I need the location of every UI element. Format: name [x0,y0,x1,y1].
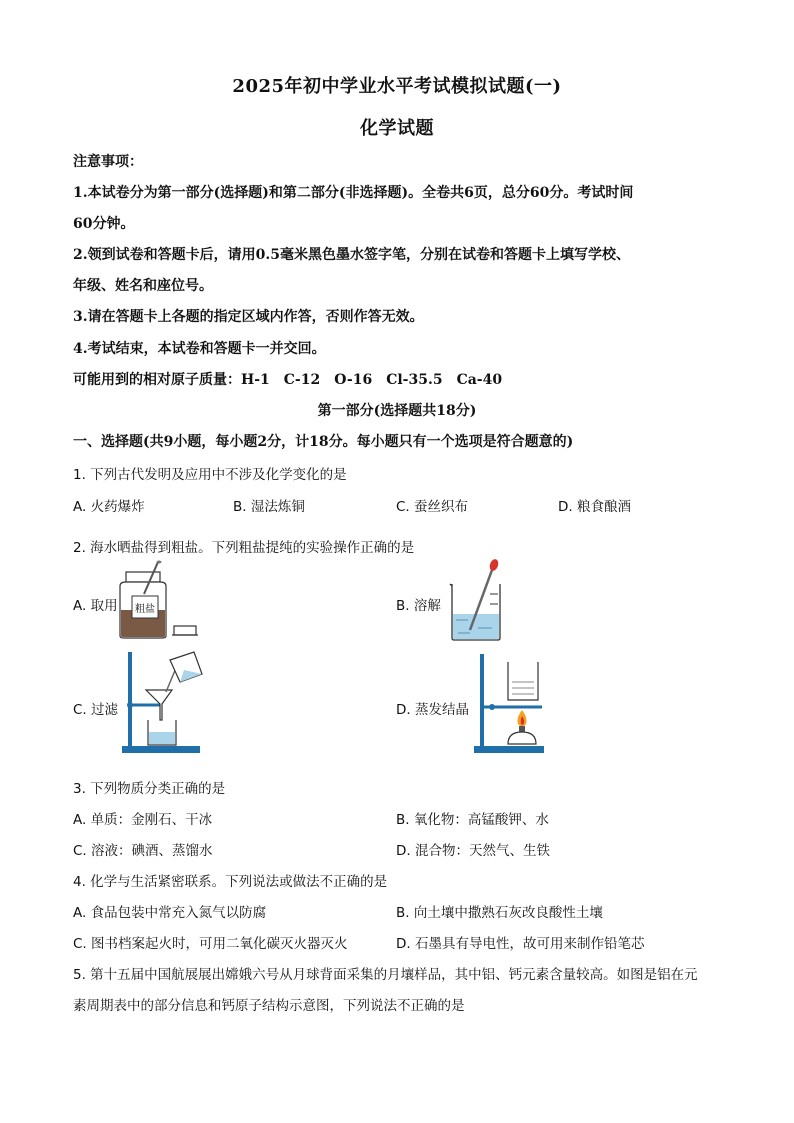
question-2-stem: 2. 海水晒盐得到粗盐。下列粗盐提纯的实验操作正确的是 [73,540,415,556]
note-4: 4.考试结束，本试卷和答题卡一并交回。 [73,341,326,357]
exam-title: 2025年初中学业水平考试模拟试题(一) [232,76,562,97]
question-3-option-b: B. 氧化物：高锰酸钾、水 [396,812,549,828]
section-heading: 一、选择题(共9小题，每小题2分，计18分。每小题只有一个选项是符合题意的) [73,434,574,450]
question-5-stem-line-2: 素周期表中的部分信息和钙原子结构示意图，下列说法不正确的是 [73,998,465,1014]
atomic-masses: 可能用到的相对原子质量：H-1 C-12 O-16 Cl-35.5 Ca-40 [73,372,503,388]
question-3-option-d: D. 混合物：天然气、生铁 [396,843,550,859]
question-2-option-b: B. 溶解 [396,598,441,614]
exam-subtitle: 化学试题 [360,118,434,139]
question-3-stem: 3. 下列物质分类正确的是 [73,781,226,797]
question-1-option-c: C. 蚕丝织布 [396,499,469,515]
notes-heading: 注意事项： [73,154,143,170]
question-4-option-d: D. 石墨具有导电性，故可用来制作铅笔芯 [396,936,645,952]
question-1-stem: 1. 下列古代发明及应用中不涉及化学变化的是 [73,467,347,483]
question-1-option-a: A. 火药爆炸 [73,499,145,515]
question-2-option-c: C. 过滤 [73,702,119,718]
question-4-stem: 4. 化学与生活紧密联系。下列说法或做法不正确的是 [73,874,388,890]
question-3-option-c: C. 溶液：碘酒、蒸馏水 [73,843,213,859]
note-2-line-2: 年级、姓名和座位号。 [73,278,213,294]
evaporation-setup-figure [472,650,572,756]
question-5-stem-line-1: 5. 第十五届中国航展展出嫦娥六号从月球背面采集的月壤样品，其中铝、钙元素含量较高。如图是铝在元 [73,967,698,983]
question-1-option-b: B. 湿法炼铜 [233,499,305,515]
question-2-option-a: A. 取用 [73,598,118,614]
crude-salt-jar-figure [116,560,206,642]
dissolving-beaker-figure [448,560,508,642]
note-2-line-1: 2.领到试卷和答题卡后，请用0.5毫米黑色墨水签字笔，分别在试卷和答题卡上填写学校、 [73,247,630,263]
question-2-option-d: D. 蒸发结晶 [396,702,469,718]
note-1-line-2: 60分钟。 [73,216,135,232]
question-4-option-c: C. 图书档案起火时，可用二氧化碳灭火器灭火 [73,936,348,952]
question-4-option-b: B. 向土壤中撒熟石灰改良酸性土壤 [396,905,603,921]
salt-jar-label: 粗盐 [135,604,155,615]
part1-heading: 第一部分(选择题共18分) [317,403,477,419]
question-3-option-a: A. 单质：金刚石、干冰 [73,812,213,828]
filtration-setup-figure [120,650,220,756]
note-1-line-1: 1.本试卷分为第一部分(选择题)和第二部分(非选择题)。全卷共6页，总分60分。考试时间 [73,185,634,201]
question-1-option-d: D. 粮食酿酒 [558,499,631,515]
question-4-option-a: A. 食品包装中常充入氮气以防腐 [73,905,267,921]
note-3: 3.请在答题卡上各题的指定区域内作答，否则作答无效。 [73,309,424,325]
